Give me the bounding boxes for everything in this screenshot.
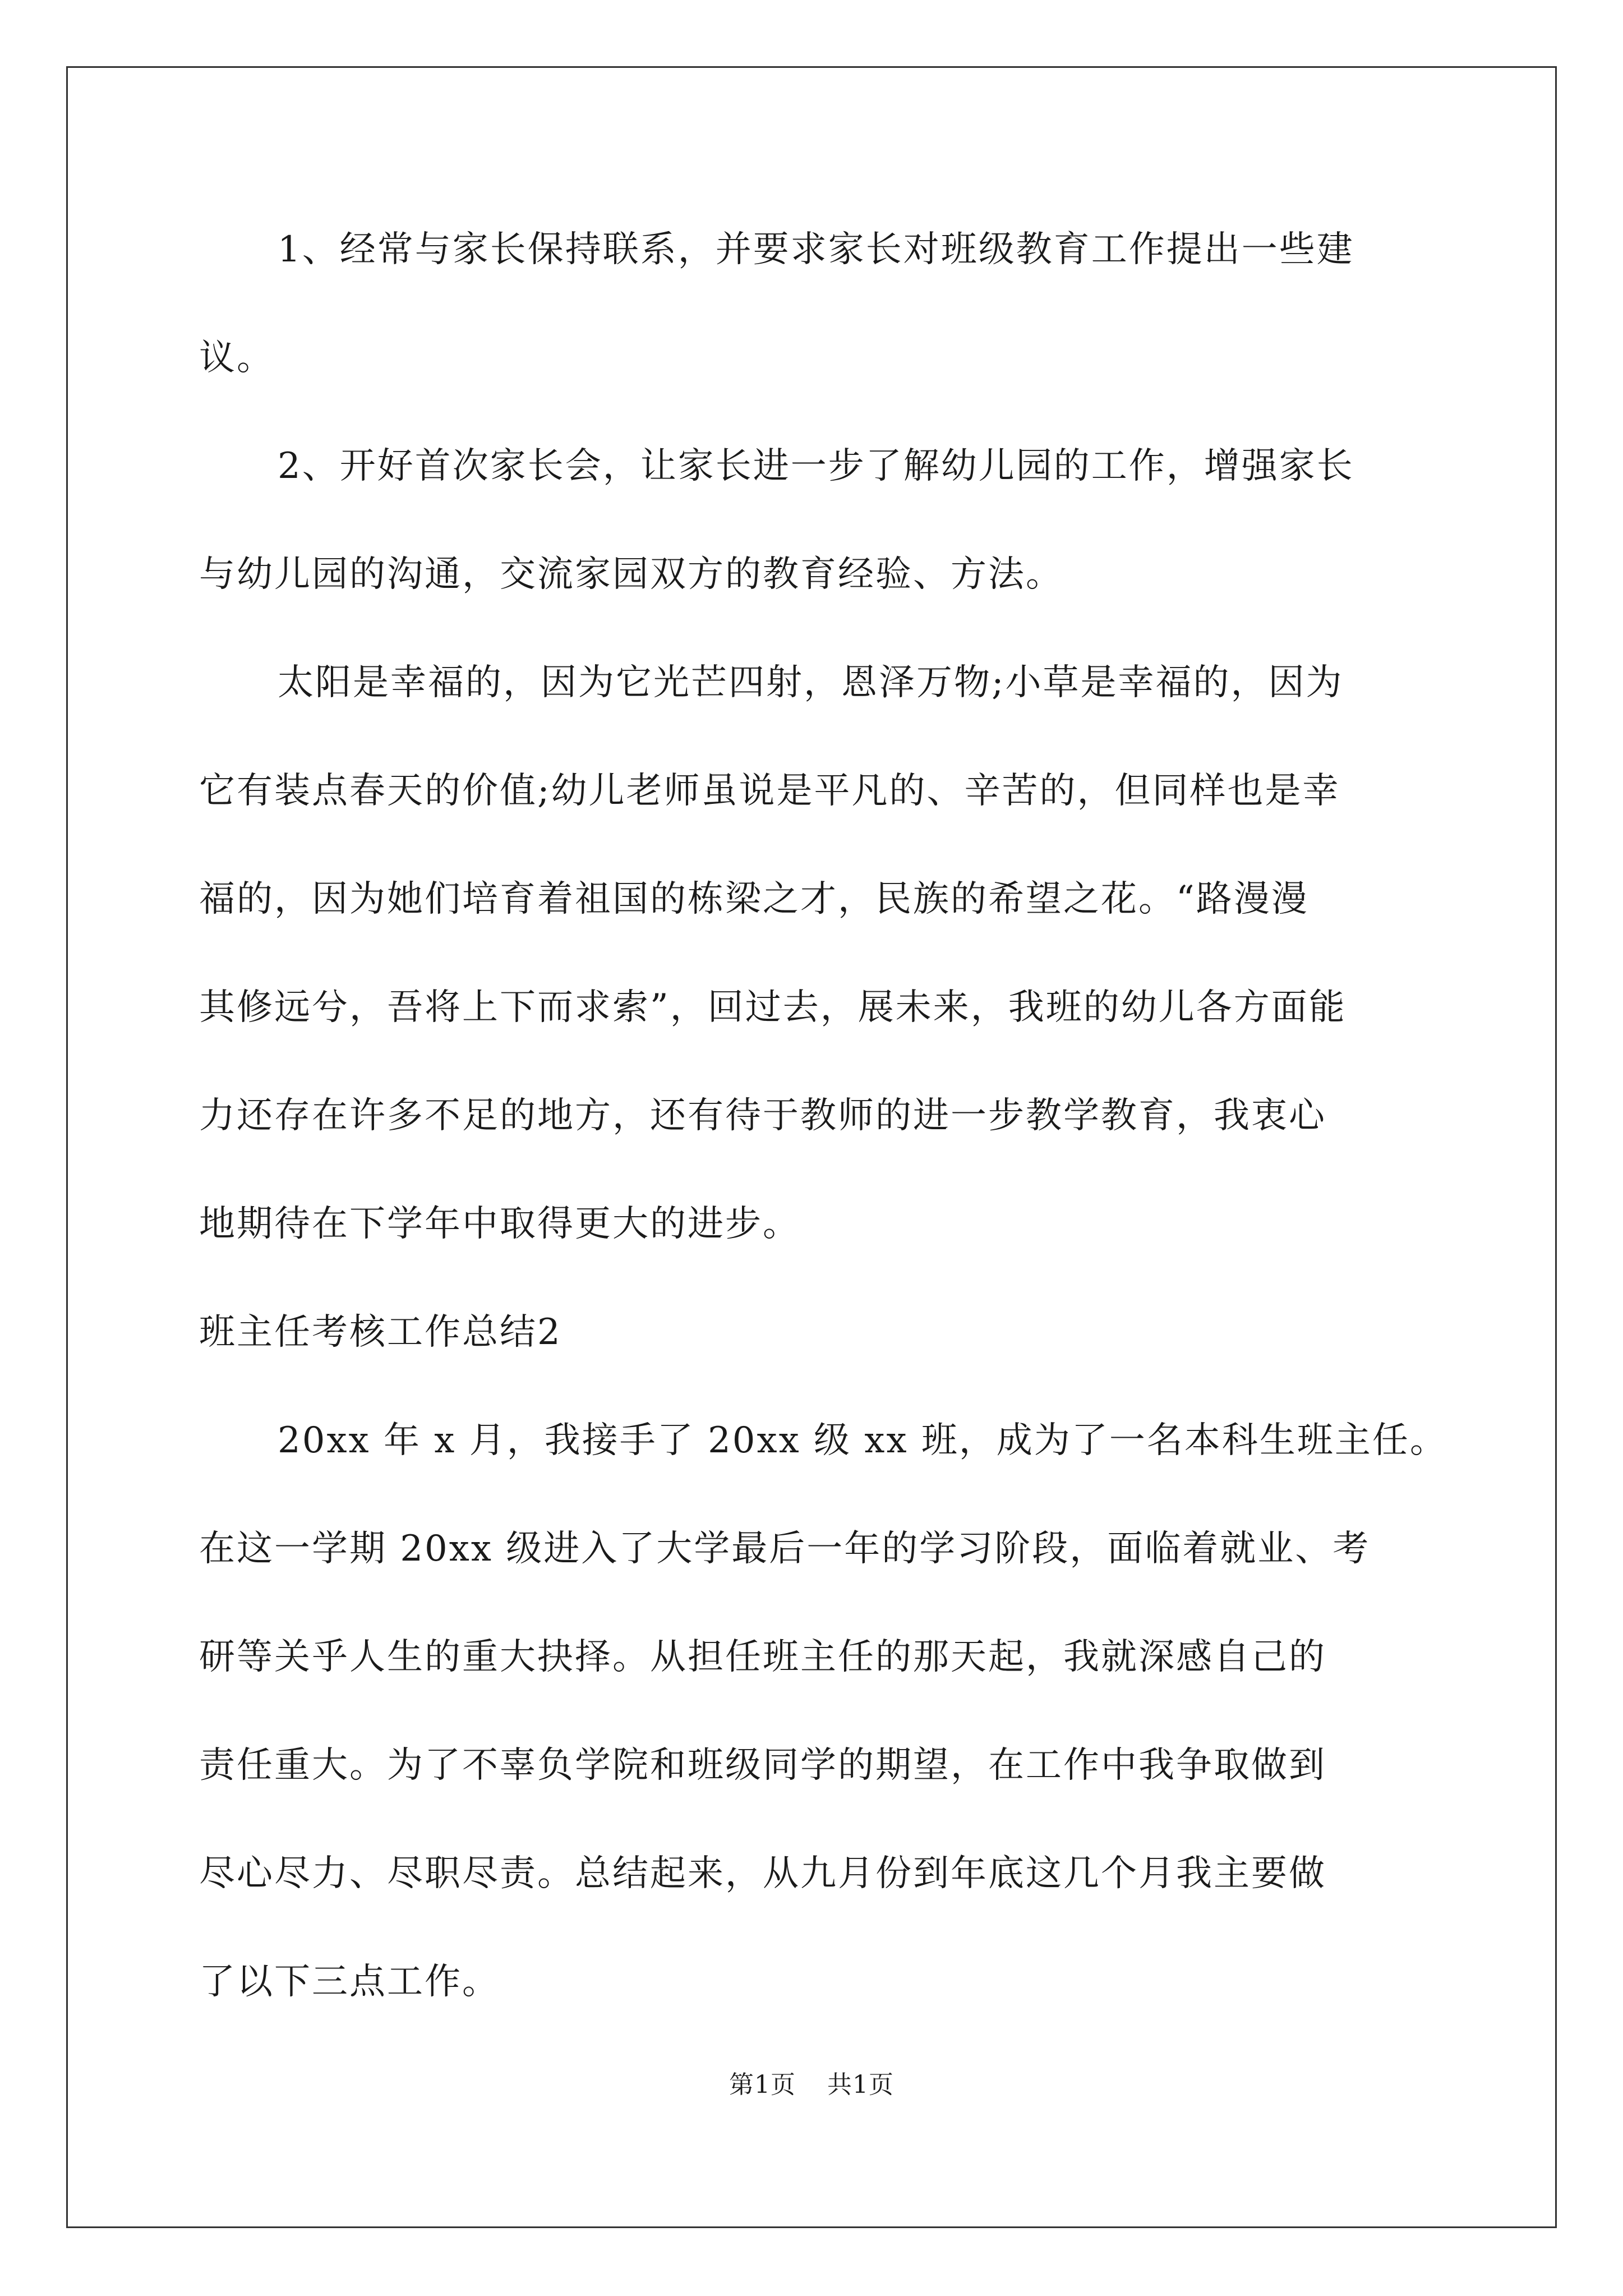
paragraph-4-line-5: 尽心尽力、尽职尽责。总结起来，从九月份到年底这几个月我主要做 — [199, 1853, 1326, 1894]
paragraph-1-line-1: 1、经常与家长保持联系，并要求家长对班级教育工作提出一些建 — [278, 229, 1354, 270]
paragraph-3-line-3: 福的，因为她们培育着祖国的栋梁之才，民族的希望之花。“路漫漫 — [199, 878, 1309, 920]
paragraph-4-line-2: 在这一学期 20xx 级进入了大学最后一年的学习阶段，面临着就业、考 — [199, 1528, 1371, 1570]
paragraph-3-line-4: 其修远兮，吾将上下而求索”，回过去，展未来，我班的幼儿各方面能 — [199, 987, 1347, 1028]
paragraph-3-line-5: 力还存在许多不足的地方，还有待于教师的进一步教学教育，我衷心 — [199, 1095, 1326, 1137]
section-heading: 班主任考核工作总结2 — [199, 1312, 562, 1353]
paragraph-2-line-2: 与幼儿园的沟通，交流家园双方的教育经验、方法。 — [199, 554, 1063, 595]
paragraph-4-line-1: 20xx 年 x 月，我接手了 20xx 级 xx 班，成为了一名本科生班主任。 — [278, 1420, 1447, 1461]
paragraph-1-line-2: 议。 — [199, 337, 274, 379]
paragraph-3-line-2: 它有装点春天的价值;幼儿老师虽说是平凡的、辛苦的，但同样也是幸 — [199, 770, 1340, 812]
paragraph-2-line-1: 2、开好首次家长会，让家长进一步了解幼儿园的工作，增强家长 — [278, 445, 1354, 487]
page-total: 共1页 — [827, 2070, 894, 2099]
document-body — [199, 213, 1447, 2054]
page-number: 第1页 — [729, 2070, 796, 2099]
paragraph-3-line-6: 地期待在下学年中取得更大的进步。 — [199, 1203, 800, 1245]
paragraph-3-line-1: 太阳是幸福的，因为它光芒四射，恩泽万物;小草是幸福的，因为 — [278, 662, 1344, 703]
paragraph-4-line-3: 研等关乎人生的重大抉择。从担任班主任的那天起，我就深感自己的 — [199, 1636, 1326, 1678]
paragraph-4-line-6: 了以下三点工作。 — [199, 1961, 500, 2003]
page-footer — [0, 2064, 1623, 2100]
paragraph-4-line-4: 责任重大。为了不辜负学院和班级同学的期望，在工作中我争取做到 — [199, 1745, 1326, 1786]
